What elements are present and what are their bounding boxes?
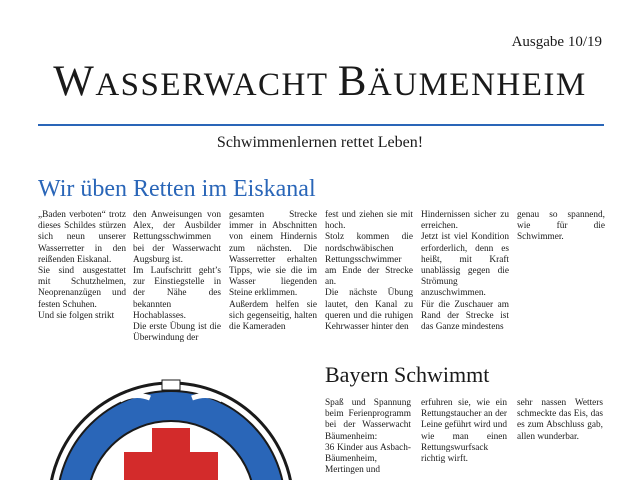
paragraph: Außerdem helfen sie sich gegenseitig, halten die Kameraden: [229, 299, 317, 333]
wasserwacht-logo: [40, 370, 302, 480]
masthead-rest-1: ASSERWACHT: [95, 67, 338, 103]
article-headline: Wir üben Retten im Eiskanal: [38, 176, 316, 202]
paragraph: erfuhren sie, wie ein Rettungstaucher an der Leine geführt wird und wie man einen Rettungswurfsack richtig wirft.: [421, 398, 507, 465]
article2-column-3: [517, 398, 603, 480]
paragraph: Hindernissen sicher zu erreichen.: [421, 210, 509, 232]
article2-column-2: [421, 398, 507, 480]
paragraph: fest und ziehen sie mit hoch.: [325, 210, 413, 232]
article2-column-1: [325, 398, 411, 480]
paragraph: Die nächste Übung lautet, den Kanal zu queren und die ruhigen Kehrwasser hinter den: [325, 288, 413, 333]
paragraph: „Baden verboten“ trotz dieses Schildes stürzen sich neun unserer Wasserretter in den reißenden Eiskanal.: [38, 210, 126, 265]
paragraph: Die erste Übung ist die Überwindung der: [133, 322, 221, 344]
article-column-6: [517, 210, 605, 350]
masthead-divider: [38, 124, 604, 126]
article-column-5: [421, 210, 509, 350]
paragraph: Für die Zuschauer am Rand der Strecke ist das Ganze mindestens: [421, 299, 509, 333]
paragraph: den Anweisungen von Alex, der Ausbilder Rettungsschwimmen bei der Wasserwacht Augsburg ist.: [133, 210, 221, 265]
masthead-rest-2: ÄUMENHEIM: [367, 67, 587, 103]
paragraph: Im Laufschritt geht’s zur Einstiegstelle in der Nähe des bekannten Hochablasses.: [133, 266, 221, 321]
article-column-1: [38, 210, 126, 350]
paragraph: Stolz kommen die nordschwäbischen Rettungsschwimmer am Ende der Strecke an.: [325, 232, 413, 288]
paragraph: sehr nassen Wetters schmeckte das Eis, das es zum Abschluss gab, allen wunderbar.: [517, 398, 603, 442]
paragraph: 36 Kinder aus Asbach-Bäumenheim, Mertingen und: [325, 442, 411, 476]
paragraph: Und sie folgen strikt: [38, 310, 115, 321]
article-headline-2: Bayern Schwimmt: [325, 362, 490, 387]
article-column-3: [229, 210, 317, 350]
paragraph: gesamten Strecke immer in Abschnitten von einem Hindernis zum nächsten. Die Wasserretter erhalten Tipps, wie sie die im Wasser liegenden Steine erklimmen.: [229, 210, 317, 299]
issue-number: Ausgabe 10/19: [511, 34, 602, 50]
article-column-4: [325, 210, 413, 350]
tagline: Schwimmenlernen rettet Leben!: [216, 134, 424, 151]
paragraph: genau so spannend, wie für die Schwimmer.: [517, 210, 605, 243]
paragraph: Spaß und Spannung beim Ferienprogramm bei der Wasserwacht Bäumenheim:: [325, 398, 411, 442]
paragraph: Jetzt ist viel Kondition erforderlich, denn es heißt, mit Kraft unablässig gegen die Strömung anzuschwimmen.: [421, 232, 509, 299]
masthead-initial-1: W: [53, 58, 96, 105]
article-column-2: [133, 210, 221, 350]
paragraph: Sie sind ausgestattet mit Schutzhelmen, Neoprenanzügen und festen Schuhen.: [38, 266, 126, 310]
masthead-title: [0, 60, 640, 103]
masthead-initial-2: B: [337, 58, 368, 105]
